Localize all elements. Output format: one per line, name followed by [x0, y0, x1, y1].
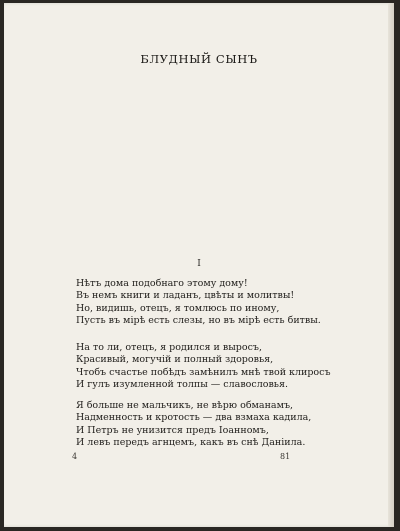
- verse-line: Въ немъ книги и ладанъ, цвѣты и молитвы!: [76, 290, 295, 302]
- stanza-2: [76, 342, 376, 392]
- page-number: 81: [280, 452, 291, 461]
- verse-line: Нѣтъ дома подобнаго этому дому!: [76, 278, 248, 289]
- stanza-3: [76, 400, 376, 450]
- verse-line: Я больше не мальчикъ, не вѣрю обманамъ,: [76, 400, 294, 411]
- verse-line: Красивый, могучій и полный здоровья,: [76, 354, 274, 366]
- verse-line: Но, видишь, отецъ, я томлюсь по иному,: [76, 302, 280, 314]
- section-number: I: [197, 259, 201, 269]
- stanza-1: [76, 278, 376, 328]
- book-page: [4, 3, 394, 527]
- signature-mark: 4: [72, 452, 78, 461]
- verse-line: И Петръ не унизится предъ Іоанномъ,: [76, 424, 269, 436]
- verse-line: И левъ передъ агнцемъ, какъ въ снѣ Даніила.: [76, 437, 306, 449]
- verse-line: Чтобъ счастье побѣдъ замѣнилъ мнѣ твой клиросъ: [76, 366, 331, 378]
- verse-line: Надменность и кротость — два взмаха кадила,: [76, 412, 312, 424]
- poem-title: БЛУДНЫЙ СЫНЪ: [140, 52, 258, 66]
- verse-line: И гулъ изумленной толпы — славословья.: [76, 379, 288, 391]
- verse-line: На то ли, отецъ, я родился и выросъ,: [76, 342, 262, 353]
- verse-line: Пусть въ мірѣ есть слезы, но въ мірѣ есть битвы.: [76, 315, 321, 327]
